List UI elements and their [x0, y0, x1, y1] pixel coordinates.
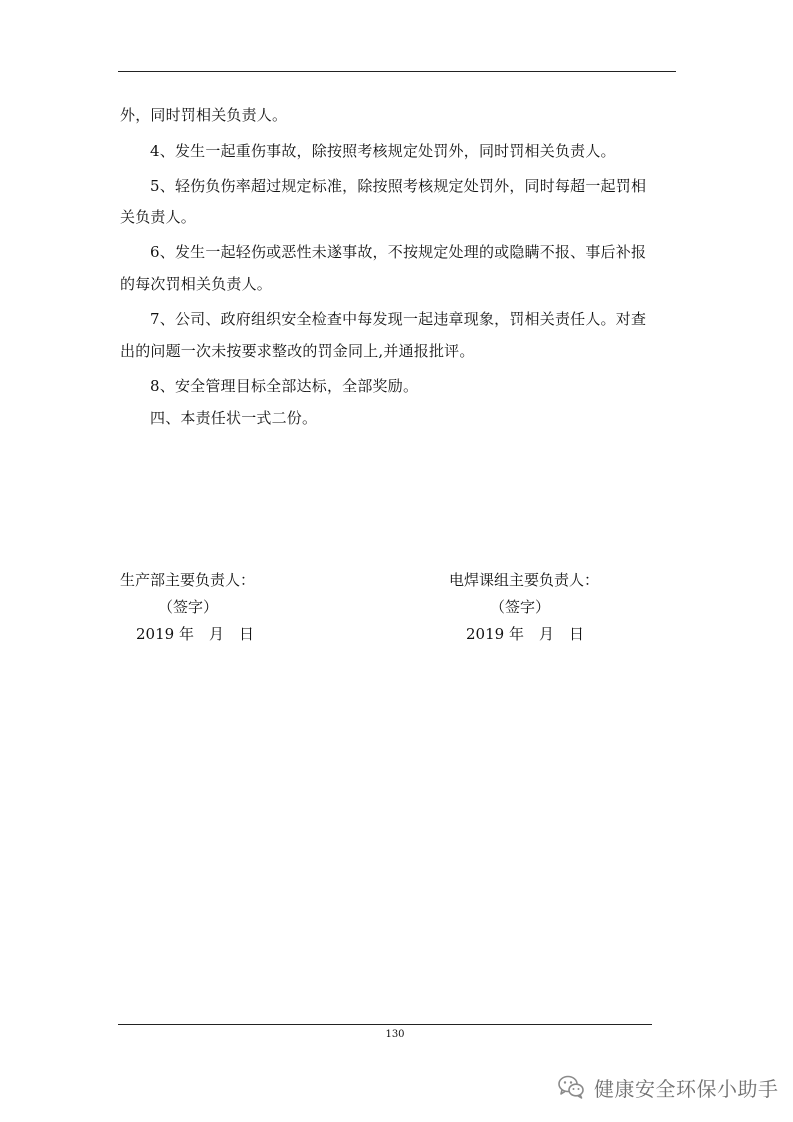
paragraph-line-4: 关负责人。	[120, 208, 197, 226]
wechat-icon	[556, 1072, 586, 1102]
watermark-text: 健康安全环保小助手	[594, 1076, 779, 1101]
right-signer-title: 电焊课组主要负责人：	[449, 571, 600, 589]
left-signer-title: 生产部主要负责人：	[120, 571, 256, 589]
left-date-line: 2019 年 月 日	[136, 625, 254, 643]
left-signature-label: （签字）	[158, 598, 219, 616]
paragraph-line-10: 四、本责任状一式二份。	[150, 409, 318, 427]
paragraph-line-3: 5、轻伤负伤率超过规定标准，除按照考核规定处罚外，同时每超一起罚相	[150, 177, 647, 195]
right-date-line: 2019 年 月 日	[466, 625, 584, 643]
footer-rule	[118, 1024, 652, 1025]
header-rule	[118, 71, 676, 72]
paragraph-line-8: 出的问题一次未按要求整改的罚金同上,并通报批评。	[120, 342, 475, 360]
paragraph-line-1: 外，同时罚相关负责人。	[120, 106, 288, 124]
page-number: 130	[385, 1029, 405, 1040]
right-signature-label: （签字）	[490, 598, 551, 616]
paragraph-line-6: 的每次罚相关负责人。	[120, 275, 273, 293]
paragraph-line-5: 6、发生一起轻伤或恶性未遂事故，不按规定处理的或隐瞒不报、事后补报	[150, 243, 647, 261]
paragraph-line-2: 4、发生一起重伤事故，除按照考核规定处罚外，同时罚相关负责人。	[150, 142, 616, 160]
watermark	[556, 1072, 779, 1102]
paragraph-line-7: 7、公司、政府组织安全检查中每发现一起违章现象，罚相关责任人。对查	[150, 310, 647, 328]
paragraph-line-9: 8、安全管理目标全部达标，全部奖励。	[150, 377, 419, 395]
